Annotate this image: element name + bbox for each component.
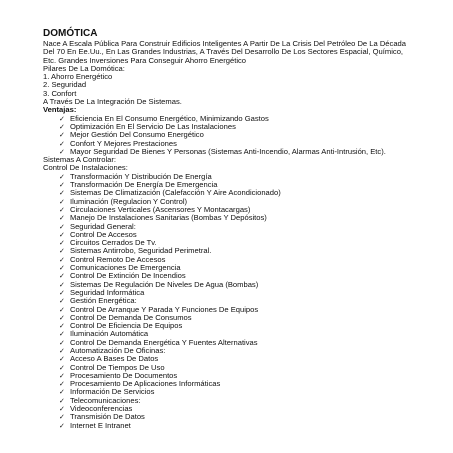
installation-item-text: Información De Servicios [70, 387, 155, 397]
advantage-item-text: Mejor Gestión Del Consumo Energético [70, 130, 204, 140]
installation-item-text: Seguridad General: [70, 221, 136, 231]
checkmark-icon: ✓ [59, 355, 65, 364]
advantage-item [59, 148, 400, 156]
installation-item-text: Transformación De Energía De Emergencia [70, 180, 218, 190]
installation-item-text: Control De Demanda Energética Y Fuentes Alternativas [70, 337, 258, 347]
checkmark-icon: ✓ [59, 197, 65, 206]
installation-item-text: Seguridad Informática [70, 287, 145, 297]
checkmark-icon: ✓ [59, 272, 65, 281]
checkmark-icon: ✓ [59, 131, 65, 140]
checkmark-icon: ✓ [59, 280, 65, 289]
checkmark-icon: ✓ [59, 288, 65, 297]
installation-item-text: Internet E Intranet [70, 420, 131, 430]
integration-line: A Través De La Integración De Sistemas. [43, 97, 182, 107]
installation-item-text: Acceso A Bases De Datos [70, 354, 159, 364]
checkmark-icon: ✓ [59, 172, 65, 181]
installation-item [59, 422, 453, 430]
checkmark-icon: ✓ [59, 346, 65, 355]
installation-item-text: Sistemas Antirrobo, Seguridad Perimetral. [70, 246, 212, 256]
installation-item-text: Control De Demanda De Consumos [70, 312, 192, 322]
checkmark-icon: ✓ [59, 181, 65, 190]
checkmark-icon: ✓ [59, 139, 65, 148]
installation-item-text: Telecomunicaciones: [70, 395, 141, 405]
advantage-item-text: Confort Y Mejores Prestaciones [70, 138, 177, 148]
checkmark-icon: ✓ [59, 305, 65, 314]
pillar-item: 3. Confort [43, 88, 77, 98]
checkmark-icon: ✓ [59, 371, 65, 380]
checkmark-icon: ✓ [59, 222, 65, 231]
checkmark-icon: ✓ [59, 421, 65, 430]
installation-item-text: Control Remoto De Accesos [70, 254, 166, 264]
checkmark-icon: ✓ [59, 122, 65, 131]
systems-heading: Sistemas A Controlar: [43, 155, 117, 165]
advantage-item-text: Mayor Seguridad De Bienes Y Personas (Sistemas Anti-Incendio, Alarmas Anti-Intrusión, Etc). [70, 146, 386, 156]
pillars-heading: Pilares De La Domótica: [43, 63, 125, 73]
checkmark-icon: ✓ [59, 322, 65, 331]
checkmark-icon: ✓ [59, 330, 65, 339]
installations-heading: Control De Instalaciones: [43, 163, 128, 173]
checkmark-icon: ✓ [59, 338, 65, 347]
installation-item-text: Iluminación Automática [70, 329, 149, 339]
checkmark-icon: ✓ [59, 147, 65, 156]
installation-item-text: Sistemas De Regulación De Niveles De Agua (Bombas) [70, 279, 259, 289]
checkmark-icon: ✓ [59, 380, 65, 389]
intro-paragraph: Nace A Escala Pública Para Construir Edificios Inteligentes A Partir De La Crisis Del Petróleo De La Década Del 70 En Ee.Uu., En Las Grandes Industrias, A Través Del Desarrollo De Los Sectores Espacial, Químico, Etc. Grandes Inversiones Para Conseguir Ahorro Energético [43, 39, 406, 65]
checkmark-icon: ✓ [59, 189, 65, 198]
checkmark-icon: ✓ [59, 205, 65, 214]
checkmark-icon: ✓ [59, 230, 65, 239]
installation-item-text: Sistemas De Climatización (Calefacción Y Aire Acondicionado) [70, 188, 281, 198]
installation-item-text: Manejo De Instalaciones Sanitarias (Bombas Y Depósitos) [70, 213, 267, 223]
checkmark-icon: ✓ [59, 413, 65, 422]
installation-item-text: Comunicaciones De Emergencia [70, 263, 181, 273]
installation-item-text: Circulaciones Verticales (Ascensores Y Montacargas) [70, 204, 251, 214]
installation-item-text: Circuitos Cerrados De Tv. [70, 238, 157, 248]
installation-item-text: Procesamiento De Documentos [70, 370, 178, 380]
checkmark-icon: ✓ [59, 114, 65, 123]
installation-item-text: Procesamiento De Aplicaciones Informáticas [70, 379, 221, 389]
advantages-heading: Ventajas: [43, 105, 77, 115]
installations-list [43, 173, 453, 430]
checkmark-icon: ✓ [59, 363, 65, 372]
checkmark-icon: ✓ [59, 239, 65, 248]
installation-item-text: Control De Eficiencia De Equipos [70, 321, 183, 331]
installation-item-text: Automatización De Oficinas: [70, 345, 166, 355]
pillar-item: 2. Seguridad [43, 80, 87, 90]
installation-item-text: Transformación Y Distribución De Energía [70, 171, 212, 181]
advantages-list [43, 115, 453, 156]
checkmark-icon: ✓ [59, 264, 65, 273]
installation-item-text: Control De Tiempos De Uso [70, 362, 165, 372]
installation-item-text: Gestión Energética: [70, 296, 137, 306]
installation-item-text: Videoconferencias [70, 404, 133, 414]
checkmark-icon: ✓ [59, 388, 65, 397]
checkmark-icon: ✓ [59, 396, 65, 405]
installation-item-text: Iluminación (Regulacion Y Control) [70, 196, 188, 206]
checkmark-icon: ✓ [59, 405, 65, 414]
checkmark-icon: ✓ [59, 297, 65, 306]
checkmark-icon: ✓ [59, 247, 65, 256]
installation-item-text: Transmisión De Datos [70, 412, 145, 422]
installation-item-text: Control De Arranque Y Parada Y Funciones De Equipos [70, 304, 259, 314]
checkmark-icon: ✓ [59, 255, 65, 264]
checkmark-icon: ✓ [59, 313, 65, 322]
document-title: DOMÓTICA [43, 28, 98, 39]
installation-item-text: Control De Accesos [70, 229, 137, 239]
installation-item-text: Control De Extinción De Incendios [70, 271, 186, 281]
advantage-item-text: Optimización En El Servicio De Las Instalaciones [70, 121, 236, 131]
checkmark-icon: ✓ [59, 214, 65, 223]
pillar-item: 1. Ahorro Energético [43, 72, 113, 82]
advantage-item-text: Eficiencia En El Consumo Energético, Minimizando Gastos [70, 113, 269, 123]
